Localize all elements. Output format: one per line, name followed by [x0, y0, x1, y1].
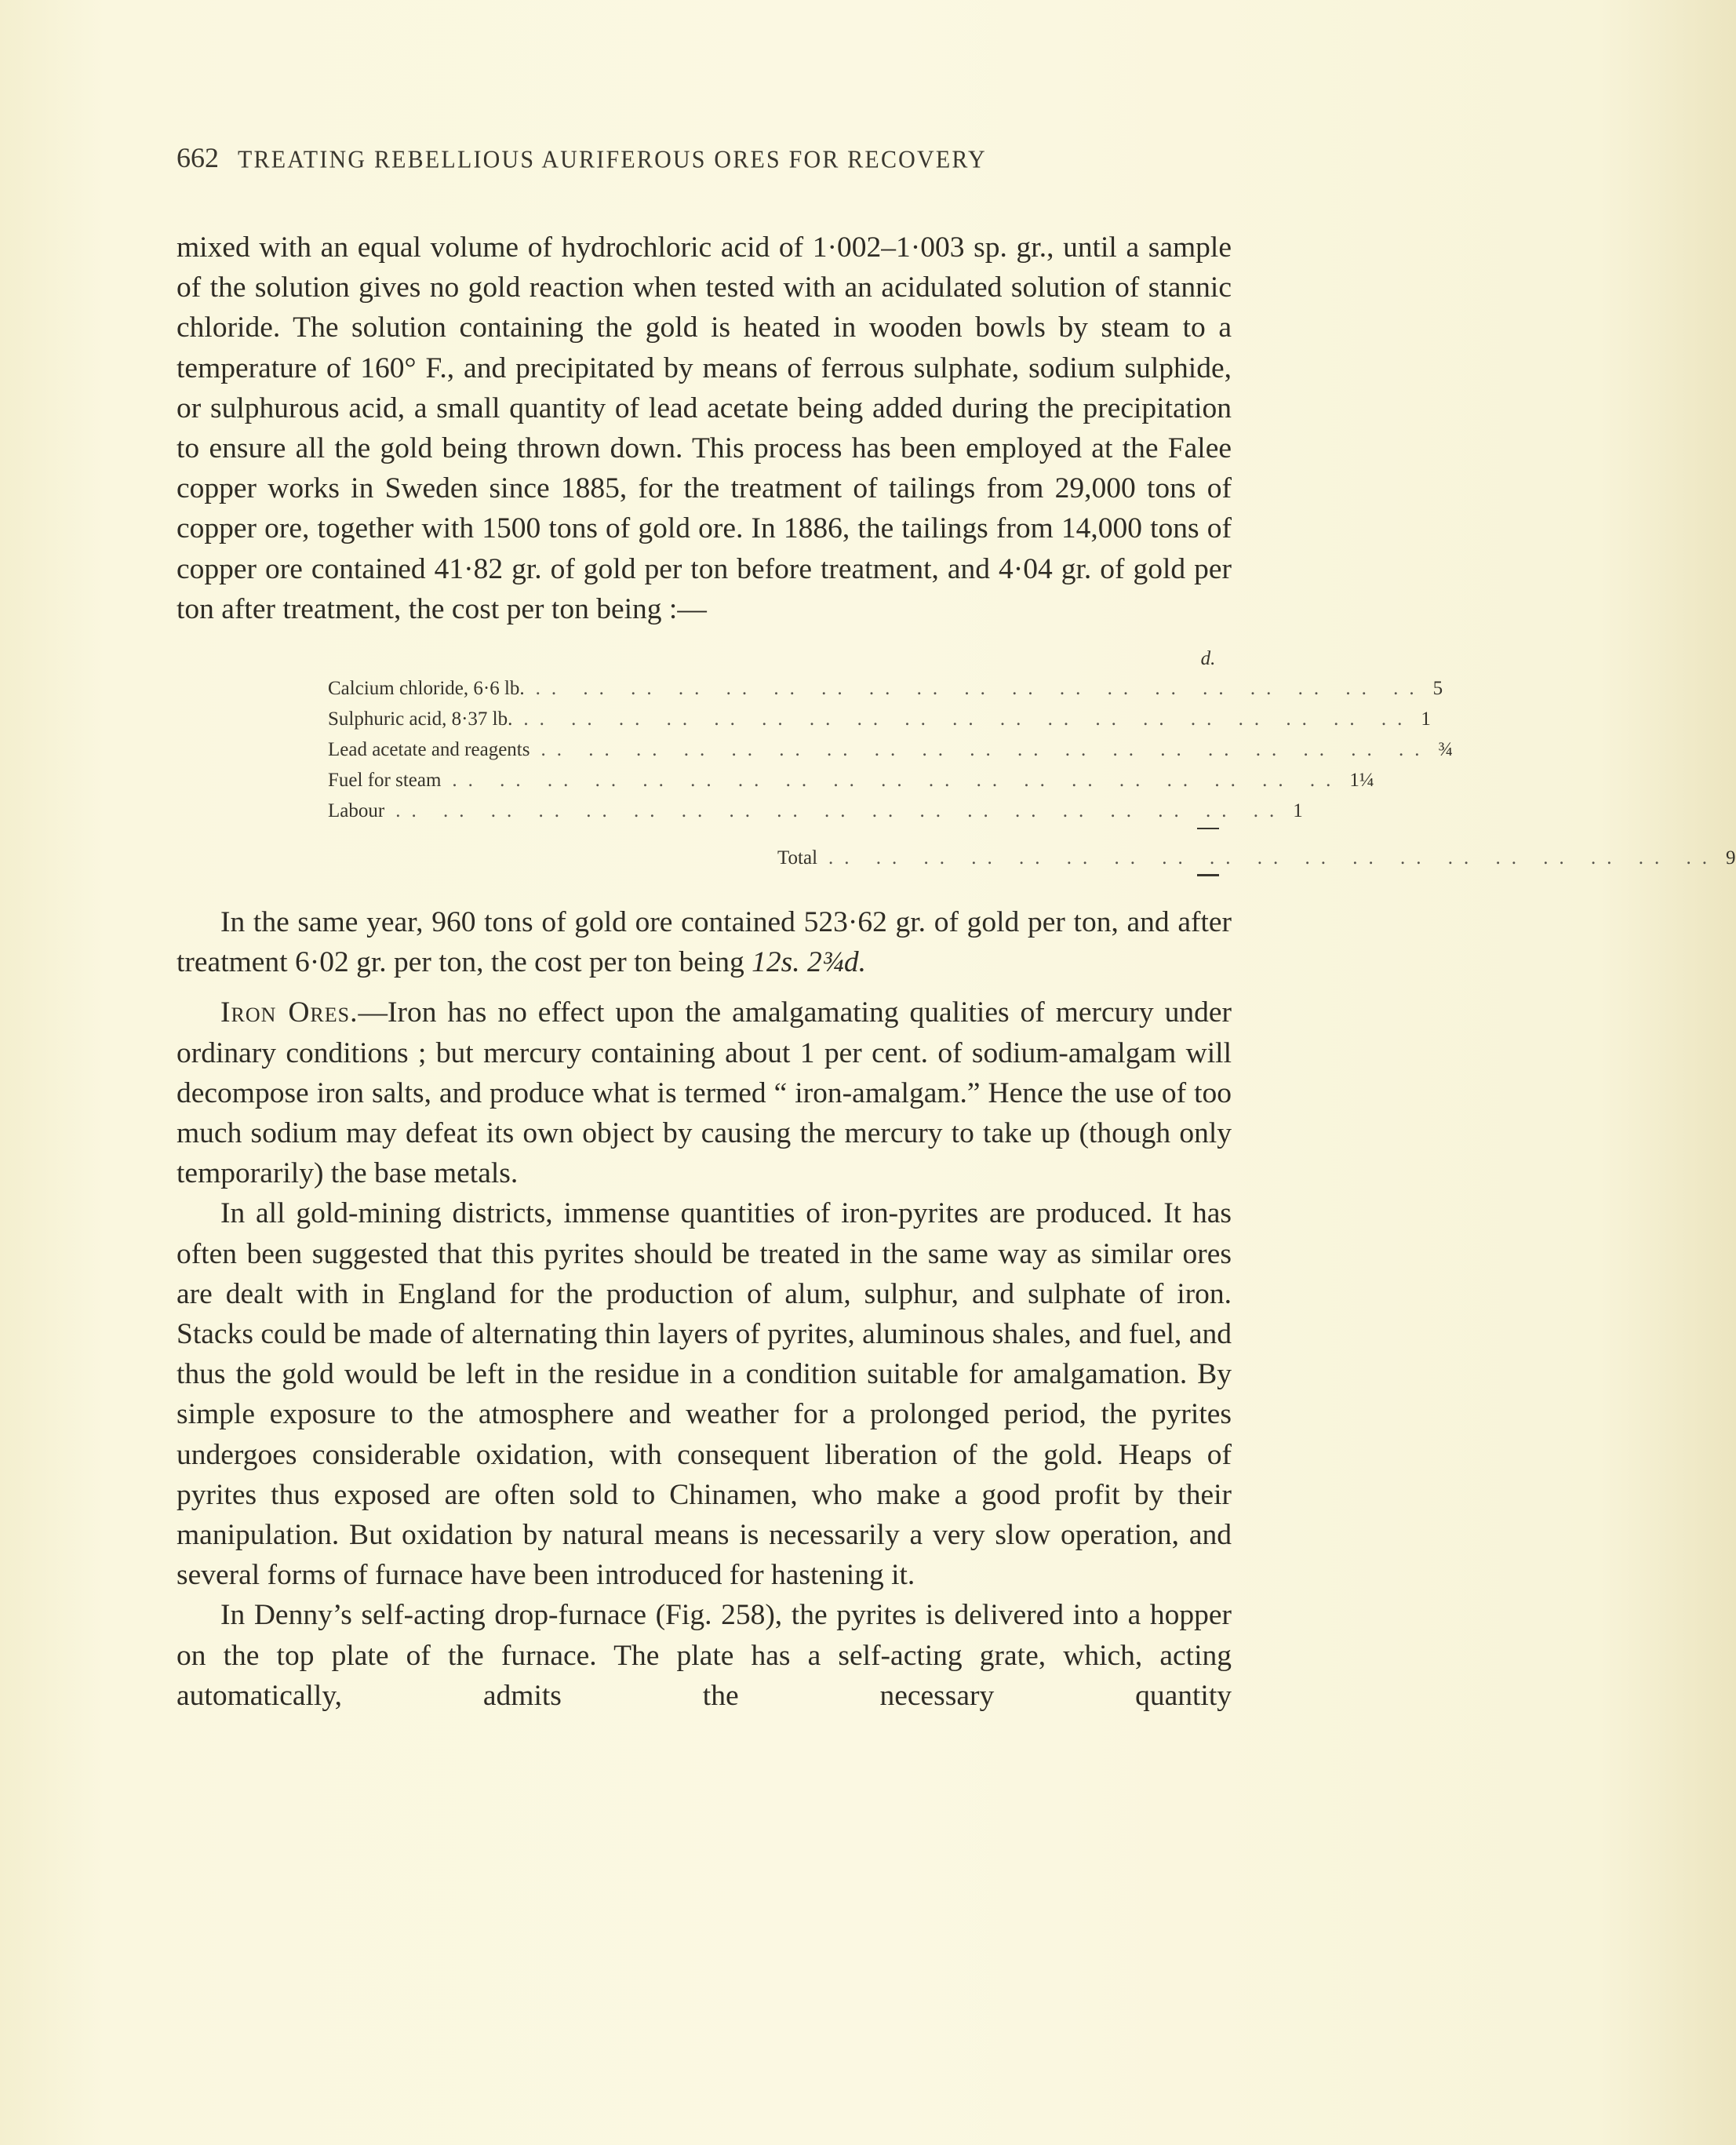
leader-dots: .. .. .. .. .. .. .. .. .. .. .. .. .. .. .. .. .. .. ..	[828, 847, 1719, 869]
book-page	[177, 141, 1736, 1716]
paragraph-hydrochloric-process: mixed with an equal volume of hydrochloric acid of 1·002–1·003 sp. gr., until a sample of the solution gives no gold reaction when tested with an acidulated solution of stannic chloride. The solution containing the gold is heated in wooden bowls by steam to a temperature of 160° F., and precipitated by means of ferrous sulphate, sodium sulphide, or sulphurous acid, a small quantity of lead acetate being added during the precipitation to ensure all the gold being thrown down. This process has been employed at the Falee copper works in Sweden since 1885, for the treatment of tailings from 29,000 tons of copper ore, together with 1500 tons of gold ore. In 1886, the tailings from 14,000 tons of copper ore contained 41·82 gr. of gold per ton before treatment, and 4·04 gr. of gold per ton after treatment, the cost per ton being :—	[177, 231, 1232, 625]
paragraph-iron-ores	[177, 992, 1232, 1193]
total-value: 9	[1726, 847, 1736, 869]
total-row	[777, 838, 1736, 869]
leader-dots: .. .. .. .. .. .. .. .. .. .. .. .. .. .. .. .. .. .. ..	[535, 678, 1425, 700]
paragraph-same-year	[177, 902, 1232, 982]
cost-per-ton: 12s. 2¾d.	[752, 946, 866, 979]
page-number: 662	[177, 142, 219, 173]
cost-row	[328, 699, 1431, 730]
cost-label: Fuel for steam	[328, 770, 442, 792]
cost-label: Lead acetate and reagents	[328, 739, 530, 761]
cost-row	[328, 668, 1443, 700]
cost-row	[328, 791, 1303, 822]
cost-label: Labour	[328, 800, 385, 822]
cost-value: 1¼	[1349, 770, 1374, 792]
body-text	[177, 228, 1736, 1716]
running-head	[177, 141, 1232, 188]
leader-dots: .. .. .. .. .. .. .. .. .. .. .. .. .. .. .. .. .. .. ..	[523, 708, 1414, 730]
cost-label: Sulphuric acid, 8·37 lb.	[328, 708, 513, 730]
cost-table	[177, 631, 1736, 887]
cost-value: 1	[1421, 708, 1431, 730]
paragraph-pyrites: In all gold-mining districts, immense quantities of iron-pyrites are produced. It has often been suggested that this pyrites should be treated in the same way as similar ores are dealt with in England for the production of alum, sulphur, and sulphate of iron. Stacks could be made of alternating thin layers of pyrites, aluminous shales, and fuel, and thus the gold would be left in the residue in a condition suitable for amalgamation. By simple exposure to the atmosphere and weather for a prolonged period, the pyrites undergoes considerable oxidation, with consequent liberation of the gold. Heaps of pyrites thus exposed are often sold to Chinamen, who make a good profit by their manipulation. But oxidation by natural means is necessarily a very slow operation, and several forms of furnace have been introduced for hastening it.	[177, 1197, 1232, 1592]
cost-unit-header: d.	[1200, 648, 1216, 670]
iron-ores-text: —Iron has no effect upon the amalgamating qualities of mercury under ordinary conditions ; but mercury containing about 1 per cent. of sodium-amalgam will decompose iron salts, and produce what is termed “ iron-amalgam.” Hence the use of too much sodium may defeat its own object by causing the mercury to take up (though only temporarily) the base metals.	[177, 996, 1232, 1190]
cost-row	[328, 730, 1454, 761]
cost-label: Calcium chloride, 6·6 lb.	[328, 678, 525, 700]
leader-dots: .. .. .. .. .. .. .. .. .. .. .. .. .. .. .. .. .. .. ..	[452, 770, 1342, 792]
section-heading-iron-ores: Iron Ores.	[220, 996, 358, 1029]
subtotal-rule	[1197, 828, 1219, 829]
cost-value: ¾	[1438, 739, 1454, 761]
same-year-text: In the same year, 960 tons of gold ore contained 523·62 gr. of gold per ton, and after treatment 6·02 gr. per ton, the cost per ton being	[177, 906, 1232, 979]
total-rule	[1197, 874, 1219, 876]
leader-dots: .. .. .. .. .. .. .. .. .. .. .. .. .. .. .. .. .. .. ..	[540, 739, 1431, 761]
leader-dots: .. .. .. .. .. .. .. .. .. .. .. .. .. .. .. .. .. .. ..	[395, 800, 1286, 822]
running-title: TREATING REBELLIOUS AURIFEROUS ORES FOR RECOVERY	[238, 146, 987, 173]
paragraph-denny-furnace: In Denny’s self-acting drop-furnace (Fig. 258), the pyrites is delivered into a hopper on the top plate of the furnace. The plate has a self-acting grate, which, acting automatically, admits the necessary quantity	[177, 1599, 1232, 1712]
cost-row	[328, 760, 1374, 792]
cost-value: 5	[1432, 678, 1443, 700]
total-label: Total	[777, 847, 818, 869]
cost-value: 1	[1293, 800, 1303, 822]
